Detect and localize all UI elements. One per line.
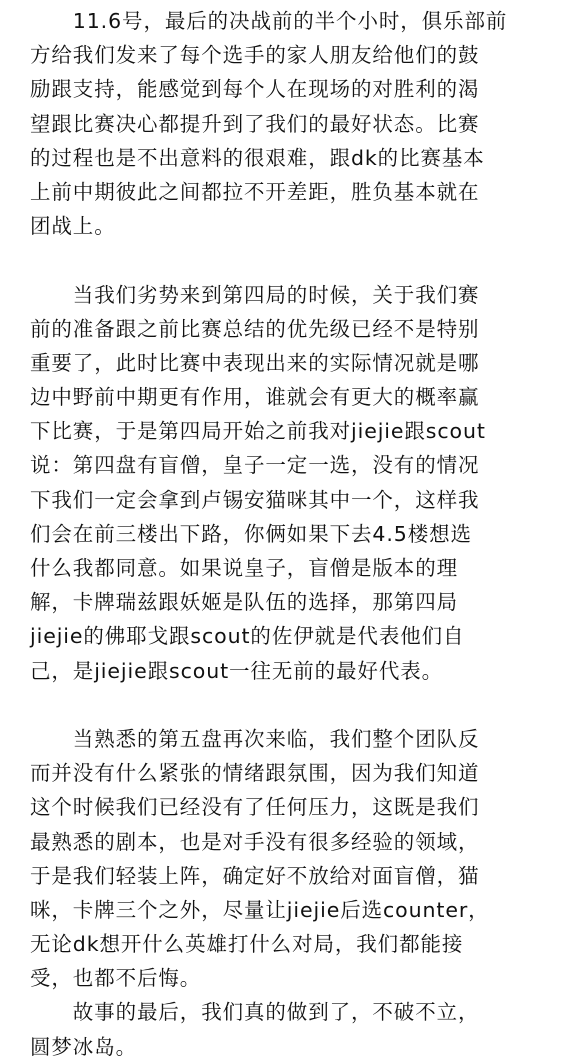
text-line: 前的准备跟之前比赛总结的优先级已经不是特别 [30,316,480,341]
paragraph-3 [30,722,534,996]
text-line: 团战上。 [30,214,116,239]
text-line: 的过程也是不出意料的很艰难，跟dk的比赛基本 [30,145,485,170]
paragraph-gap [30,243,534,277]
text-line: 圆梦冰岛。 [30,1034,137,1059]
text-line: 故事的最后，我们真的做到了，不破不立， [30,1000,480,1025]
text-line: 当我们劣势来到第四局的时候，关于我们赛 [30,282,480,307]
paragraph-gap [30,688,534,722]
text-line: 重要了，此时比赛中表现出来的实际情况就是哪 [30,350,480,375]
text-line: 励跟支持，能感觉到每个人在现场的对胜利的渴 [30,77,480,102]
paragraph-2 [30,278,534,688]
text-line: 边中野前中期更有作用，谁就会有更大的概率赢 [30,385,480,410]
text-line: 于是我们轻装上阵，确定好不放给对面盲僧，猫 [30,863,480,888]
text-line: 们会在前三楼出下路，你俩如果下去4.5楼想选 [30,521,472,546]
text-line: 咪，卡牌三个之外，尽量让jiejie后选counter， [30,897,490,922]
text-line: 上前中期彼此之间都拉不开差距，胜负基本就在 [30,179,480,204]
text-line: 下我们一定会拿到卢锡安猫咪其中一个，这样我 [30,487,480,512]
text-line: 11.6号，最后的决战前的半个小时，俱乐部前 [30,9,508,33]
text-line: 望跟比赛决心都提升到了我们的最好状态。比赛 [30,111,480,136]
text-line: 己，是jiejie跟scout一往无前的最好代表。 [30,658,444,683]
text-line: 说：第四盘有盲僧，皇子一定一选，没有的情况 [30,453,480,478]
text-line: 什么我都同意。如果说皇子，盲僧是版本的理 [30,556,458,580]
text-line: 解，卡牌瑞兹跟妖姬是队伍的选择，那第四局 [30,590,458,615]
text-line: 方给我们发来了每个选手的家人朋友给他们的鼓 [30,43,480,68]
article-body [30,4,534,1064]
paragraph-1 [30,4,534,243]
text-line: 无论dk想开什么英雄打什么对局，我们都能接 [30,932,464,957]
text-line: 最熟悉的剧本，也是对手没有很多经验的领域， [30,829,480,854]
paragraph-4 [30,995,534,1063]
text-line: 受，也都不后悔。 [30,966,202,991]
text-line: jiejie的佛耶戈跟scout的佐伊就是代表他们自 [30,624,465,649]
text-line: 而并没有什么紧张的情绪跟氛围，因为我们知道 [30,761,480,786]
text-line: 这个时候我们已经没有了任何压力，这既是我们 [30,795,480,820]
text-line: 下比赛，于是第四局开始之前我对jiejie跟scout [30,419,486,444]
text-line: 当熟悉的第五盘再次来临，我们整个团队反 [30,726,480,751]
